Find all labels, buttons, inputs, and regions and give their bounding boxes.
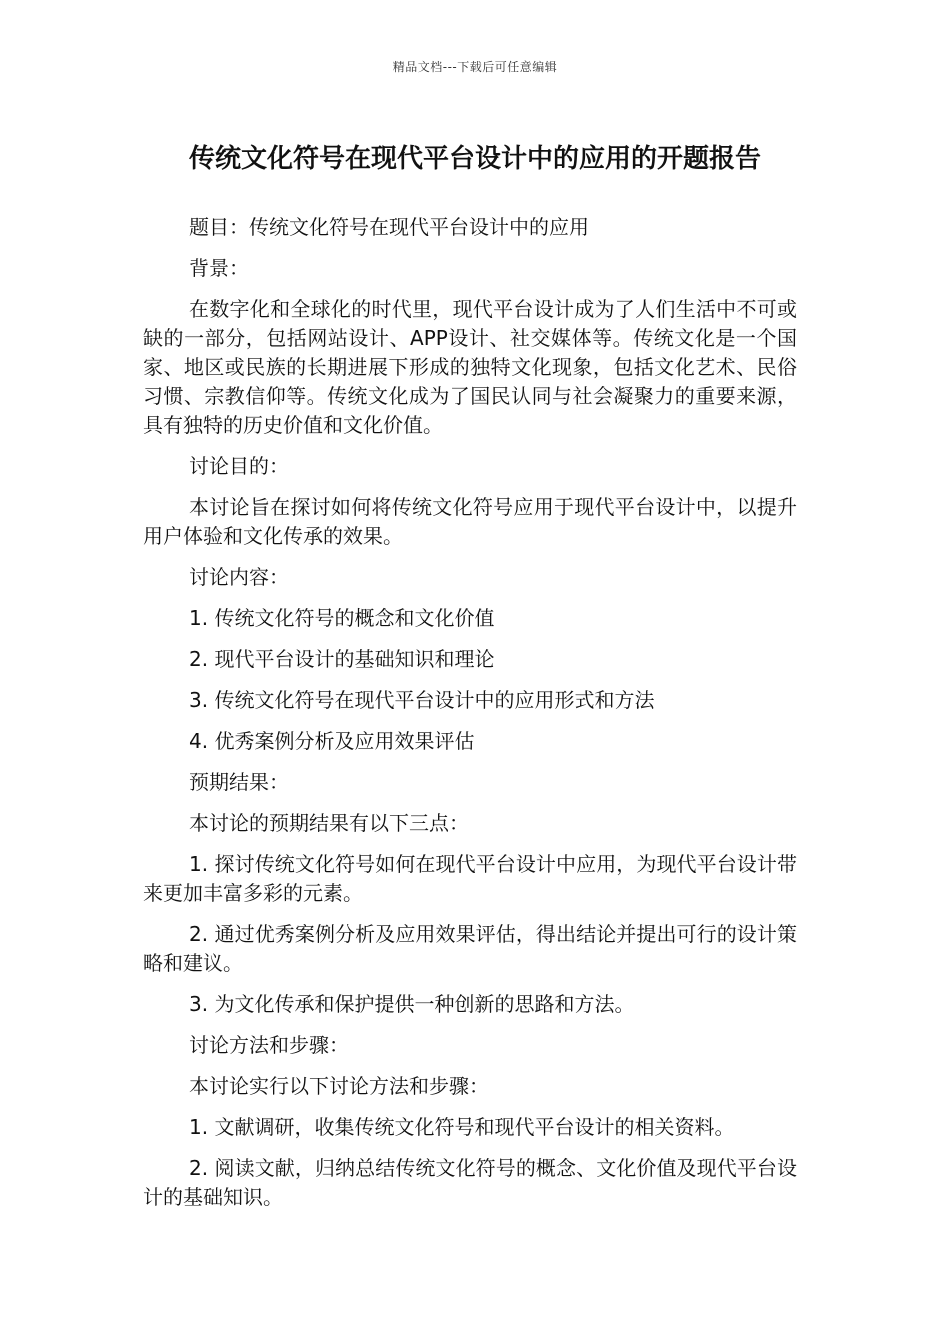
method-step-2: 2. 阅读文献，归纳总结传统文化符号的概念、文化价值及现代平台设计的基础知识。 xyxy=(143,1156,797,1209)
heading-methods: 讨论方法和步骤： xyxy=(189,1033,349,1057)
header-note: 精品文档---下载后可任意编辑 xyxy=(392,60,558,74)
paragraph-background: 在数字化和全球化的时代里，现代平台设计成为了人们生活中不可或缺的一部分，包括网站设计、APP设计、社交媒体等。传统文化是一个国家、地区或民族的长期进展下形成的独特文化现象，包括文化艺术、民俗习惯、宗教信仰等。传统文化成为了国民认同与社会凝聚力的重要来源，具有独特的历史价值和文化价值。 xyxy=(143,297,797,437)
paragraph-expected-intro: 本讨论的预期结果有以下三点： xyxy=(189,811,469,835)
paragraph-purpose: 本讨论旨在探讨如何将传统文化符号应用于现代平台设计中，以提升用户体验和文化传承的效果。 xyxy=(143,495,797,548)
heading-purpose: 讨论目的： xyxy=(189,454,289,478)
heading-expected-results: 预期结果： xyxy=(189,770,289,794)
document-title: 传统文化符号在现代平台设计中的应用的开题报告 xyxy=(188,144,761,174)
paragraph-topic: 题目：传统文化符号在现代平台设计中的应用 xyxy=(189,215,589,239)
result-item-1: 1. 探讨传统文化符号如何在现代平台设计中应用，为现代平台设计带来更加丰富多彩的元素。 xyxy=(143,852,797,905)
method-step-1: 1. 文献调研，收集传统文化符号和现代平台设计的相关资料。 xyxy=(189,1115,735,1139)
paragraph-methods-intro: 本讨论实行以下讨论方法和步骤： xyxy=(189,1074,489,1098)
heading-content: 讨论内容： xyxy=(189,565,289,589)
content-item-3: 3. 传统文化符号在现代平台设计中的应用形式和方法 xyxy=(189,688,655,712)
result-item-3: 3. 为文化传承和保护提供一种创新的思路和方法。 xyxy=(189,992,635,1016)
result-item-2: 2. 通过优秀案例分析及应用效果评估，得出结论并提出可行的设计策略和建议。 xyxy=(143,922,797,975)
content-item-2: 2. 现代平台设计的基础知识和理论 xyxy=(189,647,495,671)
document-body xyxy=(143,213,797,1224)
heading-background: 背景： xyxy=(189,256,249,280)
content-item-1: 1. 传统文化符号的概念和文化价值 xyxy=(189,606,495,630)
content-item-4: 4. 优秀案例分析及应用效果评估 xyxy=(189,729,475,753)
